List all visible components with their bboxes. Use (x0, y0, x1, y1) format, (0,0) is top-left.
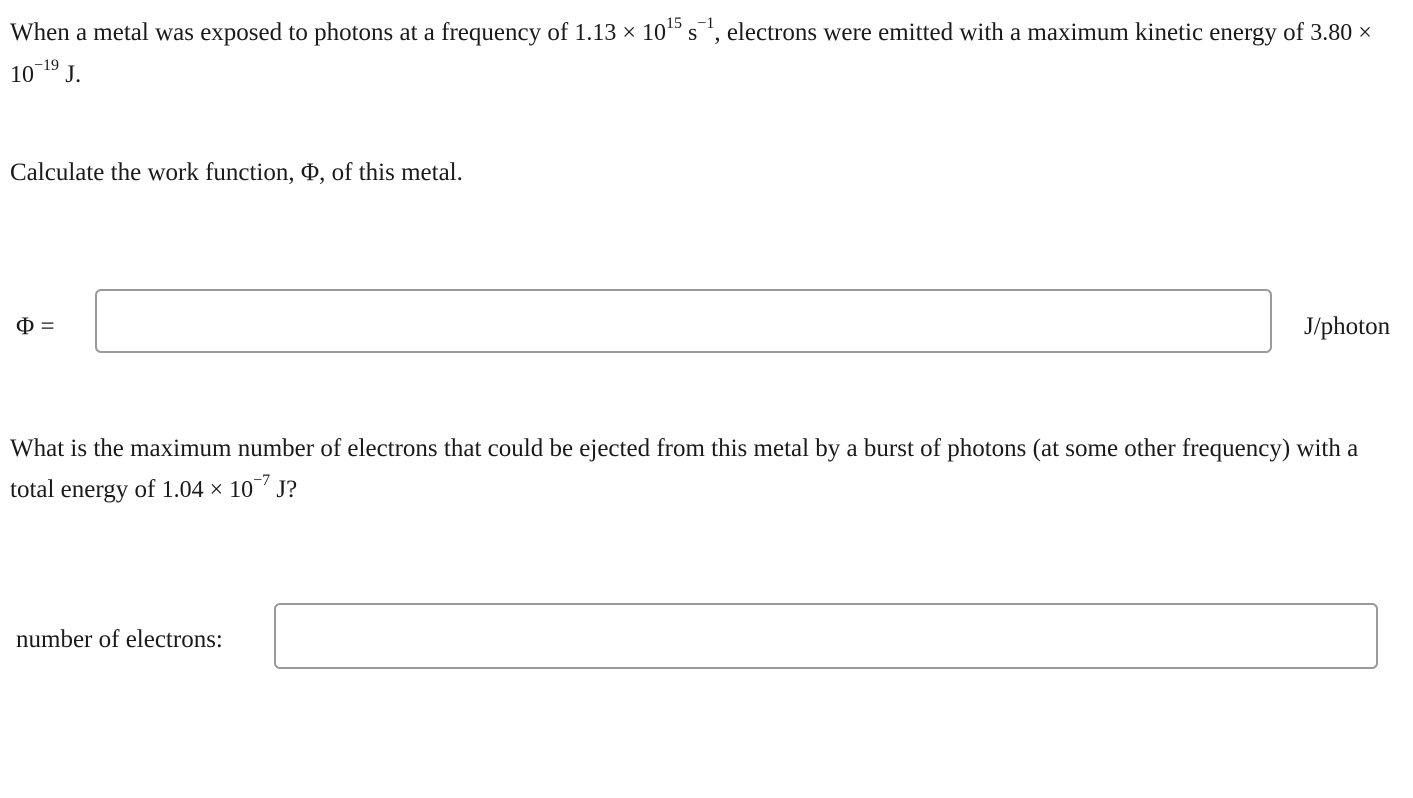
work-function-unit: J/photon (1304, 313, 1391, 340)
question-work-function: Calculate the work function, Φ, of this metal. (10, 159, 463, 186)
frequency-unit-exponent: −1 (697, 14, 715, 32)
frequency-unit: s (681, 20, 698, 46)
electron-count-label: number of electrons: (16, 626, 223, 653)
question2-text-2: J? (270, 476, 298, 503)
frequency-value: 1.13 × 10 (574, 20, 666, 46)
total-energy-value: 1.04 × 10 (161, 477, 254, 503)
question-electron-count (10, 428, 1399, 511)
kinetic-energy-value: 3.80 × 10 (10, 20, 1372, 88)
problem-statement (10, 12, 1399, 96)
total-energy-exponent: −7 (253, 471, 271, 489)
frequency-exponent: 15 (665, 14, 682, 32)
work-function-input[interactable] (95, 289, 1272, 353)
kinetic-energy-unit: J. (59, 61, 82, 88)
electron-count-input[interactable] (274, 603, 1378, 669)
work-function-label: Φ = (16, 313, 55, 340)
intro-text-2: , electrons were emitted with a maximum kinetic energy of (714, 19, 1311, 46)
question2-text-1: What is the maximum number of electrons that could be ejected from this metal by a burst of photons (at some other frequency) with a total energy of (10, 435, 1359, 503)
intro-text-1: When a metal was exposed to photons at a frequency of (10, 19, 575, 46)
kinetic-energy-exponent: −19 (34, 56, 60, 74)
